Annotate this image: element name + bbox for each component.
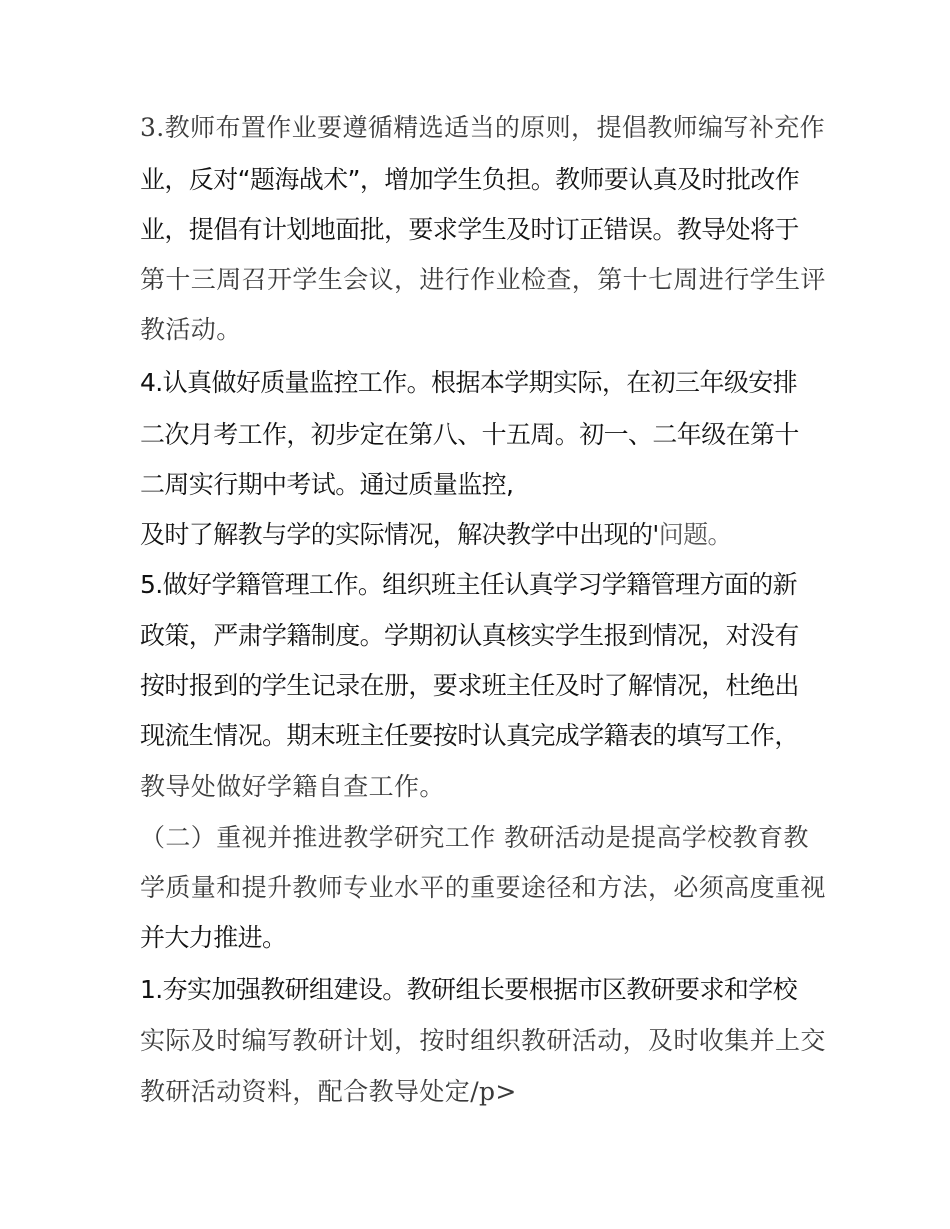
paragraph-line: 5.做好学籍管理工作。组织班主任认真学习学籍管理方面的新: [140, 570, 798, 599]
paragraph-line-tail: 问题。: [658, 520, 732, 549]
paragraph-line: 政策，严肃学籍制度。学期初认真核实学生报到情况，对没有: [140, 621, 799, 650]
paragraph-line: 学质量和提升教师专业水平的重要途径和方法，必须高度重视: [140, 873, 826, 902]
paragraph-line: 并大力推进。: [140, 923, 287, 952]
paragraph-line: 教研活动资料，配合教导处定/p>: [140, 1077, 517, 1106]
paragraph-line: 二次月考工作，初步定在第八、十五周。初一、二年级在第十: [140, 420, 799, 449]
paragraph-line: 第十三周召开学生会议，进行作业检查，第十七周进行学生评: [140, 265, 826, 294]
paragraph-line: 4.认真做好质量监控工作。根据本学期实际，在初三年级安排: [140, 368, 798, 397]
paragraph-line: 3.教师布置作业要遵循精选适当的原则，提倡教师编写补充作: [140, 113, 826, 142]
paragraph-line: 按时报到的学生记录在册，要求班主任及时了解情况，杜绝出: [140, 671, 799, 700]
paragraph-line: 1.夯实加强教研组建设。教研组长要根据市区教研要求和学校: [140, 975, 798, 1004]
paragraph-line: 二周实行期中考试。通过质量监控,: [140, 470, 514, 499]
paragraph-line: [140, 519, 732, 551]
paragraph-line: 现流生情况。期末班主任要按时认真完成学籍表的填写工作，: [140, 721, 799, 750]
paragraph-line: 实际及时编写教研计划，按时组织教研活动，及时收集并上交: [140, 1026, 826, 1055]
paragraph-line: 教导处做好学籍自查工作。: [140, 772, 445, 801]
paragraph-line-main: 及时了解教与学的实际情况，解决教学中出现的': [140, 520, 659, 549]
paragraph-line: 业，反对“题海战术”，增加学生负担。教师要认真及时批改作: [140, 165, 800, 194]
section-heading-line: （二）重视并推进教学研究工作 教研活动是提高学校教育教: [140, 823, 809, 852]
paragraph-line: 教活动。: [140, 315, 242, 344]
paragraph-line: 业，提倡有计划地面批，要求学生及时订正错误。教导处将于: [140, 215, 799, 244]
